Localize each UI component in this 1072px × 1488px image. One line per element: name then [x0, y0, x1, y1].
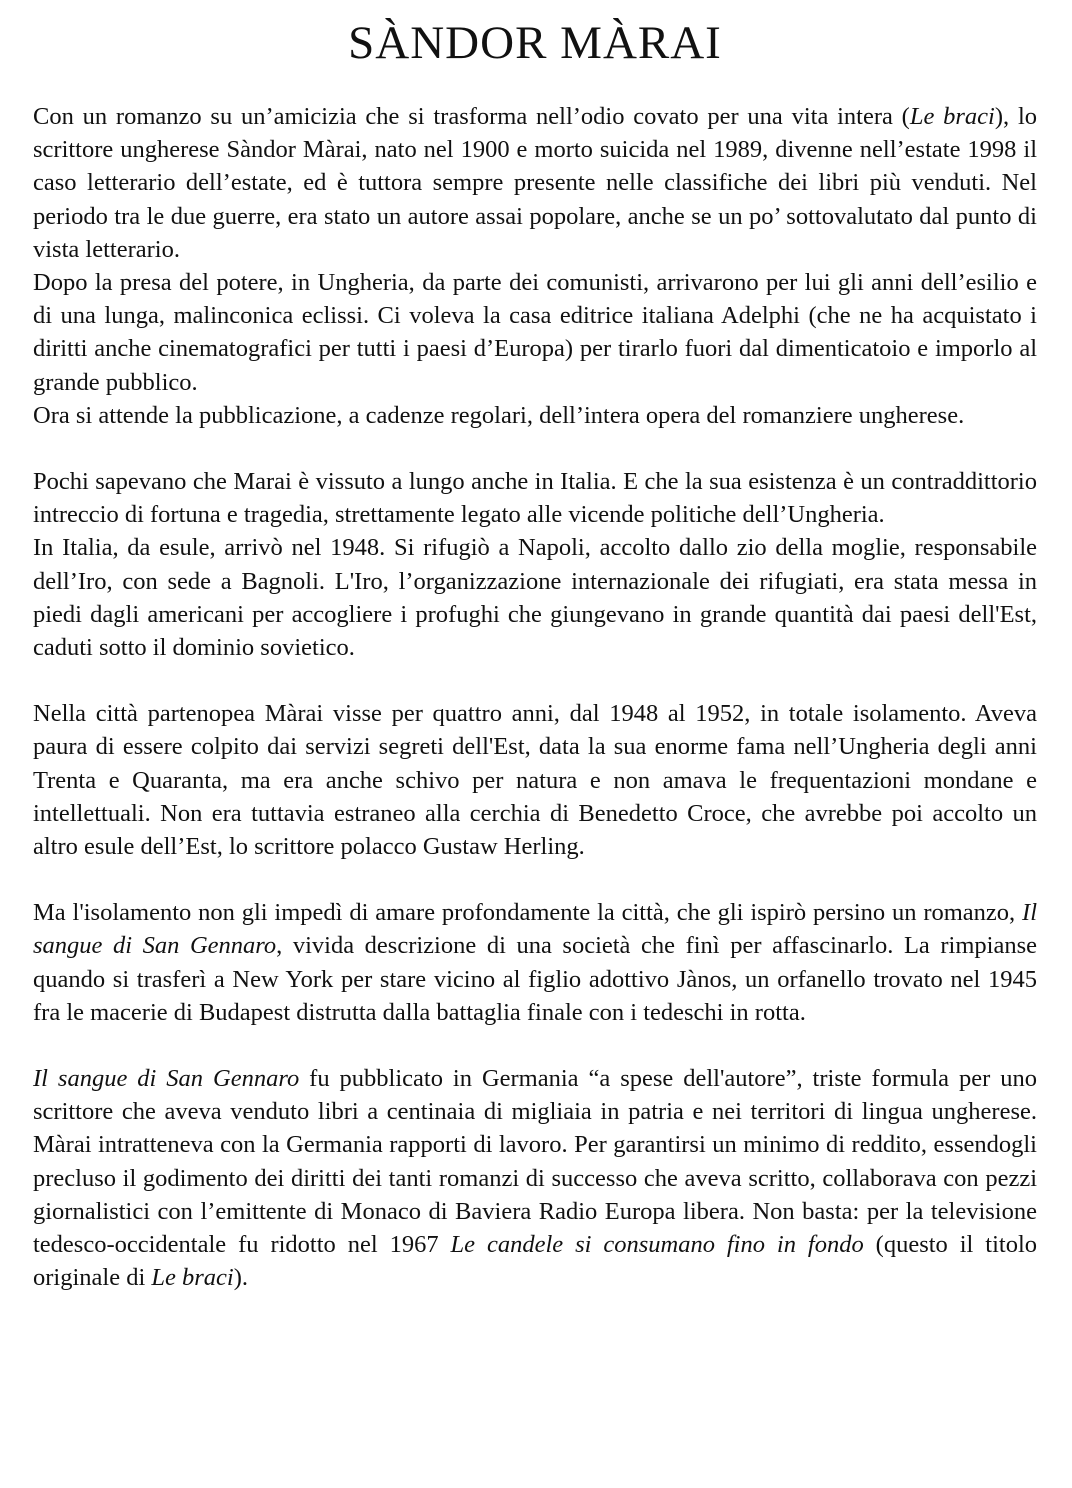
italic-title-text: Le braci [151, 1264, 234, 1292]
paragraph-gap [33, 1029, 1037, 1062]
paragraph-text: fu pubblicato in Germania “a spese dell'autore”, triste formula per uno scrittore che aveva venduto libri a centinaia di migliaia in patria e nei territori di lingua ungherese. Màrai intratteneva con la Germania rapporti di lavoro. Per garantirsi un minimo di reddito, essendogli precluso il godimento dei diritti dei tanti romanzi di successo che aveva scritto, collaborava con pezzi giornalistici con l’emittente di Monaco di Baviera Radio Europa libera. Non basta: per la televisione tedesco-occidentale fu ridotto nel 1967 [33, 1065, 1038, 1259]
paragraph [33, 1062, 1037, 1294]
document-page [33, 0, 1037, 1295]
article-body [33, 100, 1037, 1295]
italic-title-text: Il sangue di San Gennaro [33, 1065, 300, 1093]
paragraph [33, 465, 1037, 531]
paragraph-text: Ora si attende la pubblicazione, a cadenze regolari, dell’intera opera del romanziere ungherese. [33, 401, 965, 429]
paragraph [33, 697, 1037, 863]
italic-title-text: Le candele si consumano fino in fondo [450, 1231, 864, 1259]
paragraph-gap [33, 863, 1037, 896]
paragraph-text: ). [233, 1264, 249, 1292]
paragraph [33, 531, 1037, 664]
paragraph-text: Con un romanzo su un’amicizia che si trasforma nell’odio covato per una vita intera ( [33, 103, 910, 130]
italic-title-text: Le braci [909, 103, 995, 130]
paragraph-text: (questo il titolo originale di [33, 1231, 1038, 1292]
paragraph [33, 896, 1037, 1029]
page-title: SÀNDOR MÀRAI [348, 17, 722, 69]
paragraph-text: Nella città partenopea Màrai visse per quattro anni, dal 1948 al 1952, in totale isolamento. Aveva paura di essere colpito dai servizi segreti dell'Est, data la sua enorme fama nell’Ungheria degli anni Trenta e Quaranta, ma era anche schivo per natura e non amava le frequentazioni mondane e intellettuali. Non era tuttavia estraneo alla cerchia di Benedetto Croce, che avrebbe poi accolto un altro esule dell’Est, lo scrittore polacco Gustaw Herling. [33, 700, 1037, 861]
paragraph-gap [33, 664, 1037, 697]
paragraph [33, 100, 1037, 266]
paragraph [33, 399, 1037, 432]
paragraph-text: Dopo la presa del potere, in Ungheria, da parte dei comunisti, arrivarono per lui gli anni dell’esilio e di una lunga, malinconica eclissi. Ci voleva la casa editrice italiana Adelphi (che ne ha acquistato i diritti anche cinematografici per tutti i paesi d’Europa) per tirarlo fuori dal dimenticatoio e imporlo al grande pubblico. [33, 269, 1037, 396]
paragraph-text: In Italia, da esule, arrivò nel 1948. Si rifugiò a Napoli, accolto dallo zio della moglie, responsabile dell’Iro, con sede a Bagnoli. L'Iro, l’organizzazione internazionale dei rifugiati, era stata messa in piedi dagli americani per accogliere i profughi che giungevano in grande quantità dai paesi dell'Est, caduti sotto il dominio sovietico. [33, 534, 1037, 662]
paragraph-text: , vivida descrizione di una società che finì per affascinarlo. La rimpianse quando si trasferì a New York per stare vicino al figlio adottivo Jànos, un orfanello trovato nel 1945 fra le macerie di Budapest distrutta dalla battaglia finale con i tedeschi in rotta. [33, 932, 1037, 1026]
italic-title-text: Il sangue di San Gennaro [33, 899, 1037, 960]
paragraph-text: ), lo scrittore ungherese Sàndor Màrai, nato nel 1900 e morto suicida nel 1989, divenne nell’estate 1998 il caso letterario dell’estate, ed è tuttora sempre presente nelle classifiche dei libri più venduti. Nel periodo tra le due guerre, era stato un autore assai popolare, anche se un po’ sottovalutato dal punto di vista letterario. [33, 103, 1038, 263]
paragraph [33, 266, 1037, 399]
paragraph-text: Pochi sapevano che Marai è vissuto a lungo anche in Italia. E che la sua esistenza è un contraddittorio intreccio di fortuna e tragedia, strettamente legato alle vicende politiche dell’Ungheria. [33, 468, 1037, 529]
paragraph-gap [33, 432, 1037, 465]
paragraph-text: Ma l'isolamento non gli impedì di amare profondamente la città, che gli ispirò persino un romanzo, [33, 899, 1023, 927]
